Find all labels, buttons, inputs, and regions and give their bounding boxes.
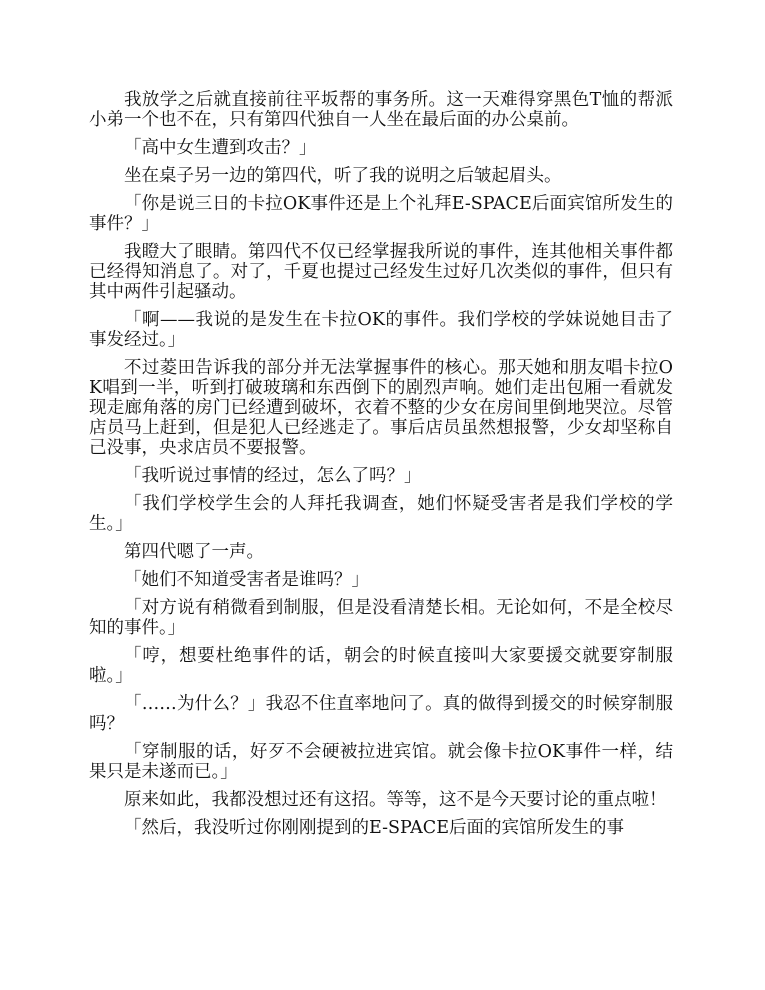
paragraph: 「对方说有稍微看到制服，但是没看清楚长相。无论如何，不是全校尽知的事件。」 (89, 598, 673, 638)
paragraph: 原来如此，我都没想过还有这招。等等，这不是今天要讨论的重点啦！ (124, 790, 667, 810)
paragraph: 「我们学校学生会的人拜托我调查，她们怀疑受害者是我们学校的学生。」 (89, 494, 673, 534)
paragraph: 「我听说过事情的经过，怎么了吗？」 (124, 466, 422, 486)
page-body (89, 90, 673, 846)
paragraph: 「穿制服的话，好歹不会硬被拉进宾馆。就会像卡拉OK事件一样，结果只是未遂而已。」 (89, 742, 673, 782)
paragraph: 坐在桌子另一边的第四代，听了我的说明之后皱起眉头。 (124, 166, 562, 186)
paragraph: 不过菱田告诉我的部分并无法掌握事件的核心。那天她和朋友唱卡拉OK唱到一半，听到打破玻璃和东西倒下的剧烈声响。她们走出包厢一看就发现走廊角落的房门已经遭到破坏，衣着不整的少女在房间里倒地哭泣。尽管店员马上赶到，但是犯人已经逃走了。事后店员虽然想报警，少女却坚称自己没事，央求店员不要报警。 (89, 358, 673, 458)
paragraph: 我放学之后就直接前往平坂帮的事务所。这一天难得穿黑色T恤的帮派小弟一个也不在，只有第四代独自一人坐在最后面的办公桌前。 (89, 90, 673, 130)
paragraph: 「高中女生遭到攻击？」 (124, 138, 317, 158)
paragraph: 「哼，想要杜绝事件的话，朝会的时候直接叫大家要援交就要穿制服啦。」 (89, 646, 673, 686)
paragraph: 第四代嗯了一声。 (124, 542, 264, 562)
paragraph: 「她们不知道受害者是谁吗？」 (124, 570, 369, 590)
paragraph: 「你是说三日的卡拉OK事件还是上个礼拜E-SPACE后面宾馆所发生的事件？」 (89, 194, 673, 234)
paragraph: 「……为什么？」我忍不住直率地问了。真的做得到援交的时候穿制服吗？ (89, 694, 673, 734)
paragraph: 「然后，我没听过你刚刚提到的E-SPACE后面的宾馆所发生的事 (124, 818, 624, 838)
paragraph: 我瞪大了眼睛。第四代不仅已经掌握我所说的事件，连其他相关事件都已经得知消息了。对了，千夏也提过己经发生过好几次类似的事件，但只有其中两件引起骚动。 (89, 242, 673, 302)
paragraph: 「啊——我说的是发生在卡拉OK的事件。我们学校的学妹说她目击了事发经过。」 (89, 310, 673, 350)
